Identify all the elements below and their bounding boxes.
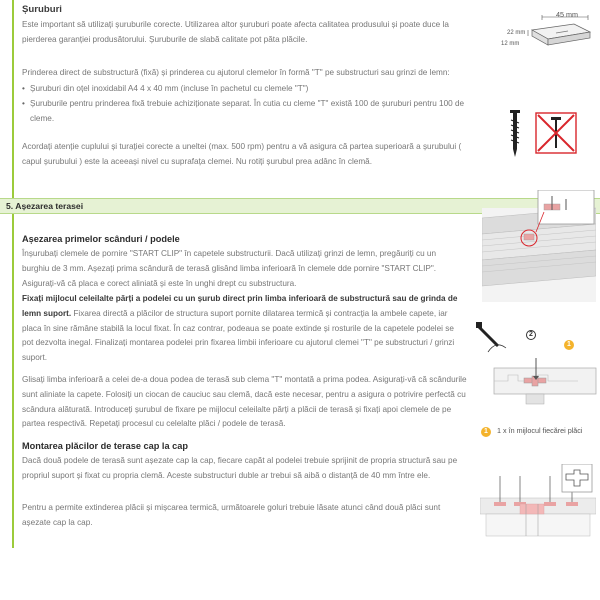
screws-title: Șuruburi — [22, 4, 62, 15]
clip-thickness-label: 12 mm — [501, 41, 520, 47]
clip-height-label: 22 mm — [507, 30, 526, 36]
step-badge-1: 1 — [564, 340, 574, 350]
screws-torque: Acordați atenție cuplului și turației corecte a uneltei (max. 500 rpm) pentru a vă asigura că partea superioară a șurubului ( capul șurubului ) este la aceeași nivel cu suprafața clemei. Nu rotiți șurubul prea adânc în clemă. — [22, 142, 462, 166]
first-boards-fixing — [22, 292, 467, 366]
caption-badge: 1 — [481, 427, 491, 437]
list-item: • Șuruburile pentru prinderea fixă trebuie achiziționate separat. În cutia cu cleme "T" există 100 de șuruburi pentru 100 de cleme. — [22, 97, 482, 127]
screw-icon — [508, 110, 522, 158]
figure-caption — [481, 425, 591, 447]
accent-line — [12, 0, 14, 548]
screws-fixing: Prinderea direct de substructură (fixă) și prinderea cu ajutorul clemelor în formă "T" pe substructuri sau grinzi de lemn: — [22, 68, 450, 77]
step-badge-2: 2 — [526, 330, 536, 340]
fixing-emphasis: Fixați mijlocul celeilalte părți a podelei cu un șurub direct prin limba inferioară de substructură sau de grinda de lemn suport. — [22, 294, 458, 318]
no-nail-icon — [535, 112, 577, 154]
clip-dimension-figure — [498, 12, 594, 54]
first-boards-title: Așezarea primelor scânduri / podele — [22, 234, 180, 244]
caption-text: 1 x în mijlocul fiecărei plăci — [497, 426, 583, 435]
start-clip-figure — [482, 190, 596, 302]
butt-joint-title: Montarea plăcilor de terase cap la cap — [22, 441, 188, 451]
butt-joint-figure — [480, 464, 596, 546]
list-item: • Șuruburi din oțel inoxidabil A4 4 x 40 mm (incluse în pachetul cu clemele "T") — [22, 82, 482, 97]
fixing-detail: Fixarea directă a plăcilor de structura suport pornite dilatarea termică și contracția la ambele capete, iar placa în sine rămâne stabilă la locul fixat. În caz contrar, podeaua se poate extinde și rosturile de la capetele podelei se pot dezvolta inegal. Finalizați montarea podelei prin fixarea limbii inferioare cu ajutorul clemei "T" pe substructuri / grinzi suport. — [22, 308, 455, 363]
butt-joint-gaps: Pentru a permite extinderea plăcii și mișcarea termică, următoarele goluri trebuie lăsate atunci când două plăci sunt așezate cap la cap. — [22, 503, 441, 527]
screws-list — [22, 82, 482, 126]
butt-joint-support: Dacă două podele de terasă sunt așezate cap la cap, fiecare capăt al podelei trebuie sprijinit de propria structură sau pe propriul suport și fixat cu propria clemă. Aceste substructuri duble ar trebui să aibă o distanță de 40 mm între ele. — [22, 456, 458, 480]
screws-intro: Este important să utilizați șuruburile corecte. Utilizarea altor șuruburi poate afecta calitatea produsului și poate duce la pierderea garanției produsătorului. Șuruburile de slabă calitate pot păta plăcile. — [22, 20, 449, 44]
second-board-text: Glisați limba inferioară a celei de-a doua podea de terasă sub clema "T" montată a prima podea. Asigurați-vă că scândurile sunt aliniate la capete. Folosiți un ciocan de cauciuc sau clemă, dacă este necesar, pentru a asigura o potrivire perfectă cu scândura alăturată. Introduceți șurubul de fixare pe mijlocul celeilalte părți a plăcii de terasă și fixați apoi clemele de pe partea respectivă. Repetați procesul cu celelalte plăci / podele de terasă. — [22, 375, 467, 429]
t-clip-figure — [474, 318, 598, 416]
first-boards-intro: Înșurubați clemele de pornire "START CLIP" în capetele substructurii. Dacă utilizați grinzi de lemn, pregăuriți cu un burghiu de 3 mm. Așezați prima scândură de terasă glisând limba inferioară în clemele dde pornire "START CLIP". Asigurați-vă că placa e corect aliniată și este în unghi drept cu substructura. — [22, 249, 437, 288]
clip-width-label: 45 mm — [556, 10, 578, 19]
section-title: 5. Așezarea terasei — [6, 201, 84, 211]
